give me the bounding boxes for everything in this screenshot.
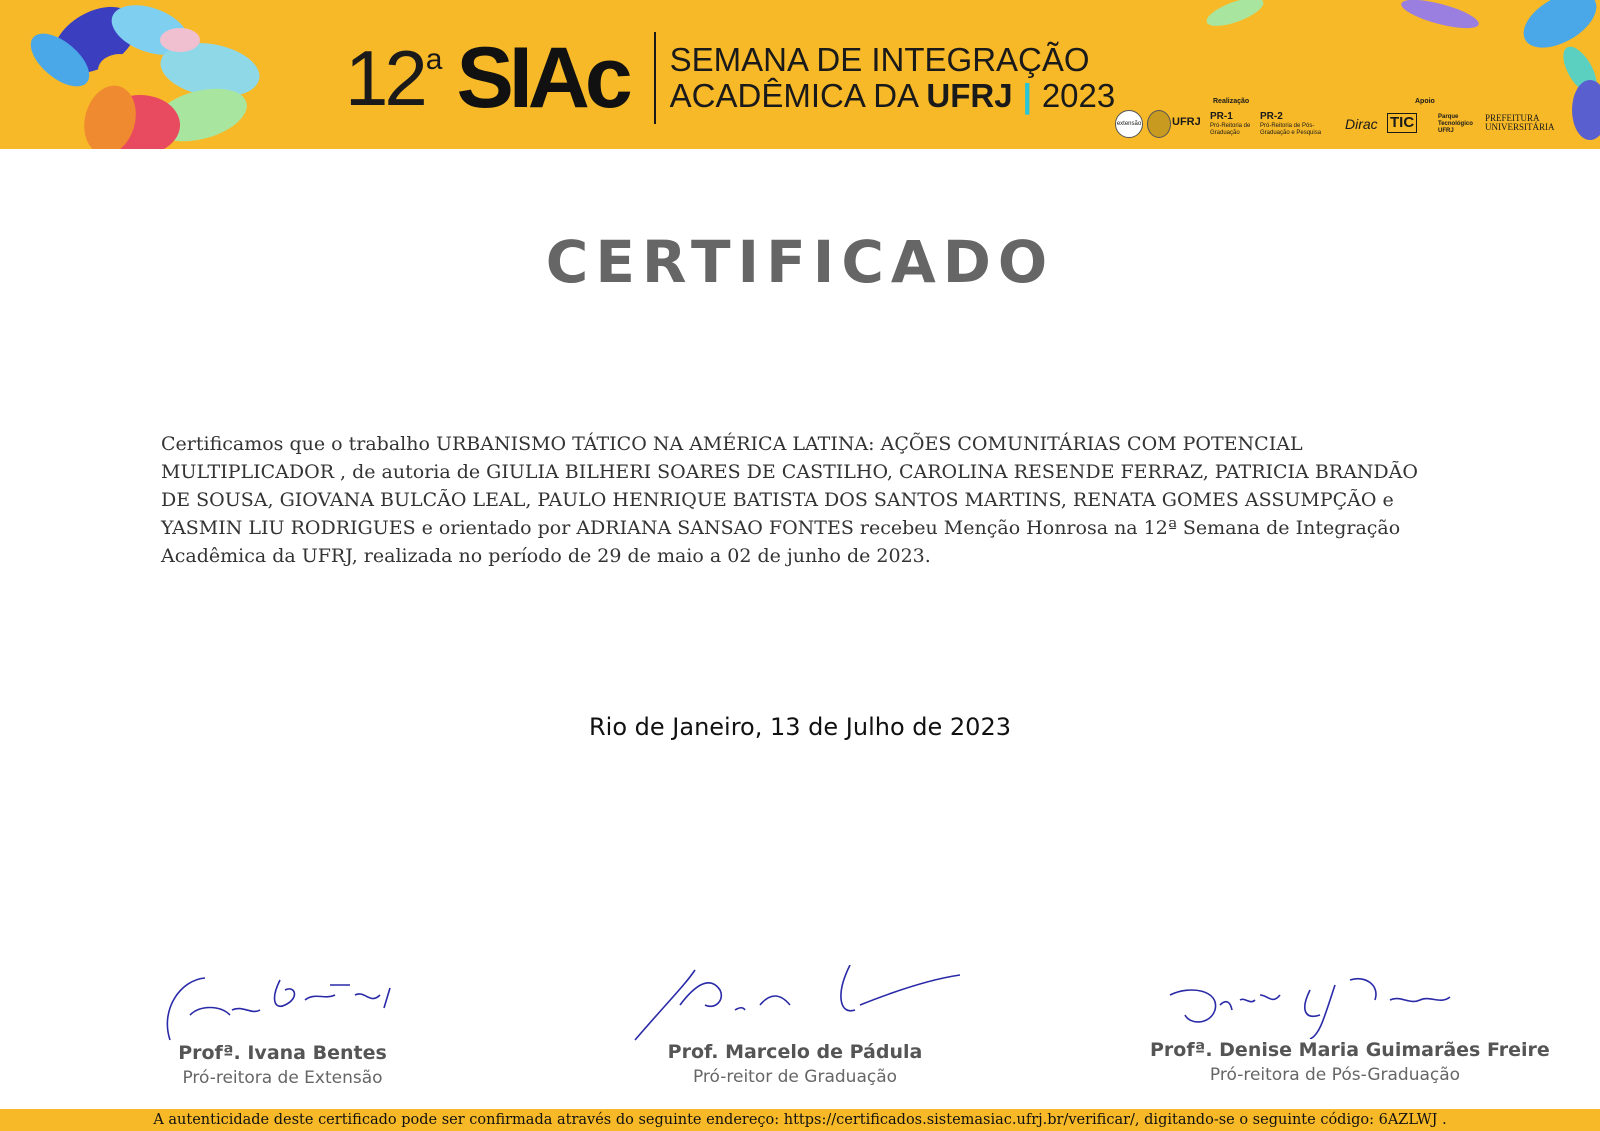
certificate-body: Certificamos que o trabalho URBANISMO TÁTICO NA AMÉRICA LATINA: AÇÕES COMUNITÁRIAS COM POTENCIAL MULTIPLICADOR , de autoria de GIULIA BILHERI SOARES DE CASTILHO, CAROLINA RESENDE FERRAZ, PATRICIA BRANDÃO DE SOUSA, GIOVANA BULCÃO LEAL, PAULO HENRIQUE BATISTA DOS SANTOS MARTINS, RENATA GOMES ASSUMPÇÃO e YASMIN LIU RODRIGUES e orientado por ADRIANA SANSAO FONTES recebeu Menção Honrosa na 12ª Semana de Integração Acadêmica da UFRJ, realizada no período de 29 de maio a 02 de junho de 2023. <box>161 433 1418 567</box>
signature-name-1: Profª. Ivana Bentes <box>178 1042 387 1064</box>
signature-block-1 <box>160 970 405 1088</box>
siac-logo: SIAc <box>456 30 628 126</box>
signature-role-1: Pró-reitora de Extensão <box>182 1068 383 1088</box>
tic-logo: TIC <box>1387 113 1417 133</box>
authenticity-footer: A autenticidade deste certificado pode ser confirmada através do seguinte endereço: https://certificados.sistemasiac.ufrj.br/verificar/, digitando-se o seguinte código: 6AZLWJ . <box>0 1109 1600 1131</box>
edition-number: 12$^a$ <box>345 34 443 122</box>
ufrj-seal-icon <box>1147 110 1171 138</box>
signature-name-3: Profª. Denise Maria Guimarães Freire <box>1150 1039 1550 1061</box>
header-banner <box>0 0 1600 149</box>
pr2-title: PR-2 <box>1260 111 1283 122</box>
signature-role-2: Pró-reitor de Graduação <box>692 1067 898 1087</box>
dirac-logo: Dirac <box>1345 116 1378 132</box>
pr1-subtitle: Pró-Reitoria de Graduação <box>1210 123 1251 136</box>
handwritten-signature-1 <box>160 970 405 1042</box>
apoio-label: Apoio <box>1415 98 1435 105</box>
sponsor-logos <box>1116 98 1595 145</box>
handwritten-signature-3 <box>1150 975 1520 1039</box>
handwritten-signature-2 <box>625 965 965 1041</box>
realizacao-label: Realização <box>1213 98 1250 105</box>
signature-block-3 <box>1150 975 1550 1085</box>
brand-divider <box>654 32 656 124</box>
ufrj-logo: UFRJ <box>1172 116 1201 128</box>
parque-tecnologico-logo: Parque Tecnológico UFRJ <box>1438 114 1473 134</box>
siac-brand <box>345 28 1115 128</box>
prefeitura-logo: PREFEITURA UNIVERSITÁRIA <box>1485 113 1555 132</box>
signature-block-2 <box>625 965 965 1087</box>
signature-role-3: Pró-reitora de Pós-Graduação <box>1209 1065 1461 1085</box>
event-name: SEMANA DE INTEGRAÇÃO ACADÊMICA DA UFRJ | 2023 <box>669 41 1116 114</box>
signature-name-2: Prof. Marcelo de Pádula <box>667 1041 923 1063</box>
certificate-title: CERTIFICADO <box>545 228 1055 296</box>
colorful-hands-graphic <box>0 0 300 149</box>
extensao-logo: extensão <box>1115 110 1143 138</box>
certificate-date: Rio de Janeiro, 13 de Julho de 2023 <box>589 713 1011 741</box>
pr1-title: PR-1 <box>1210 111 1233 122</box>
pr2-subtitle: Pró-Reitoria de Pós-Graduação e Pesquisa <box>1260 123 1322 136</box>
